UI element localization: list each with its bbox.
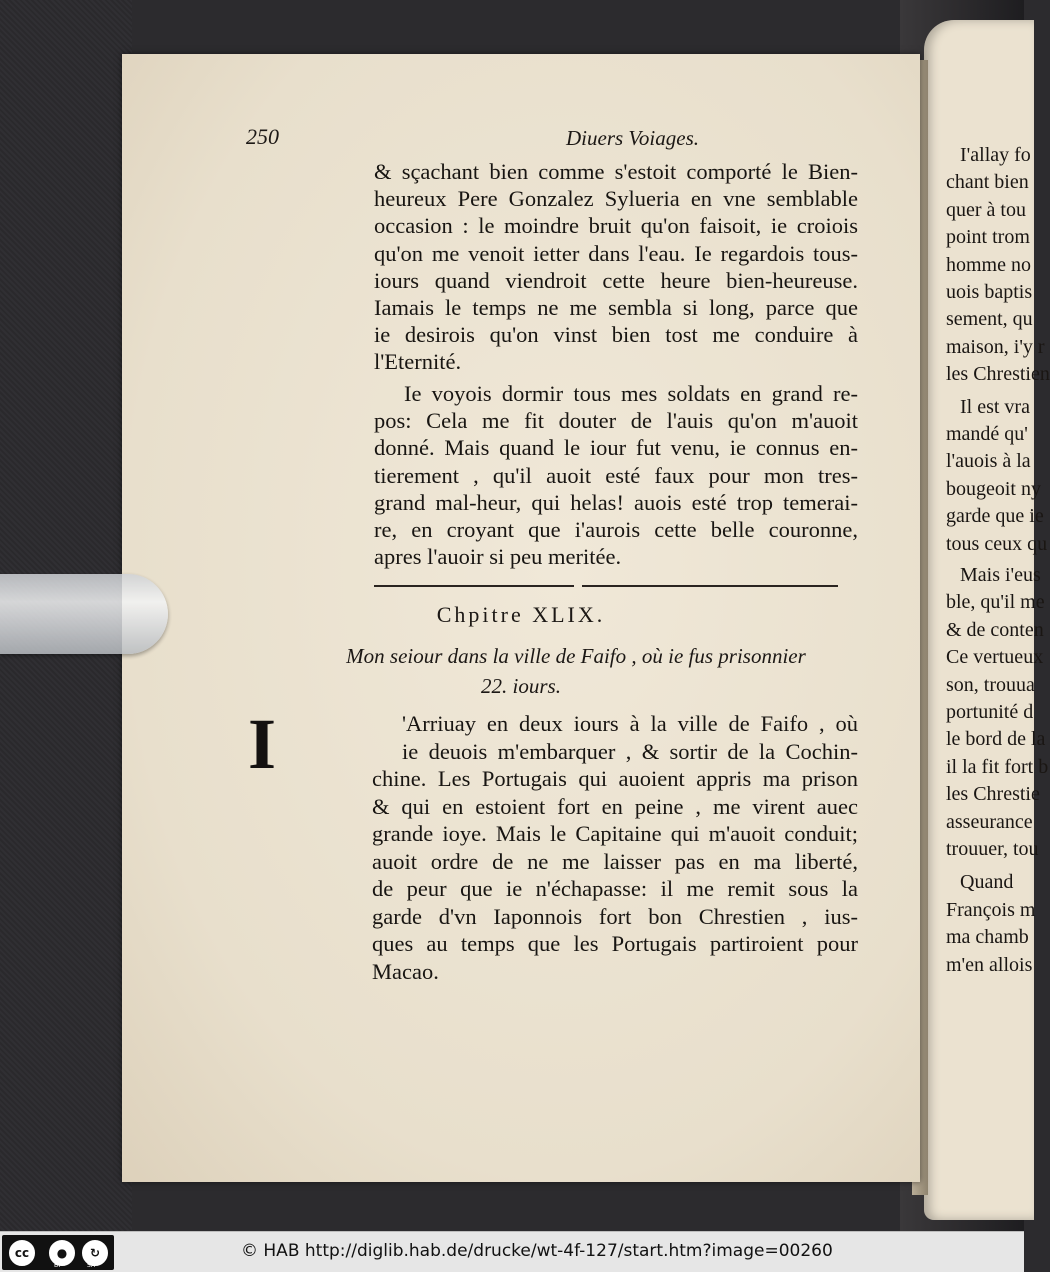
text-line: iours quand viendroit cette heure bien-heureuse. (374, 267, 858, 293)
page-number: 250 (246, 124, 279, 149)
facing-page-line: les Chrestien (946, 363, 1050, 386)
facing-page-line: trouuer, tou (946, 838, 1039, 860)
text-line: auoit ordre de ne me laisser pas en ma liberté, (372, 848, 858, 874)
text-line: heureux Pere Gonzalez Sylueria en vne semblable (374, 186, 858, 212)
facing-page-line: garde que ie (946, 505, 1044, 528)
facing-page-line: l'auois à la (946, 450, 1031, 473)
facing-page-line: portunité d (946, 701, 1034, 723)
text-line: occasion : le moindre bruit qu'on faisoit, ie croiois (374, 213, 858, 239)
facing-page-line: Il est vra (960, 395, 1030, 418)
facing-page-line: asseurance (946, 810, 1033, 833)
chapter-subtitle-line-1: Mon seiour dans la ville de Faifo , où ie fus prisonnier (346, 644, 806, 668)
facing-page-line: son, trouua (946, 673, 1035, 696)
divider-rule-left (374, 585, 574, 587)
facing-page-line: point trom (946, 226, 1030, 249)
text-line: & qui en estoient fort en peine , me virent auec (372, 793, 858, 819)
text-line: pos: Cela me fit douter de l'auis qu'on m'auoit (374, 408, 858, 434)
text-line: 'Arriuay en deux iours à la ville de Faifo , où (402, 711, 858, 736)
facing-page-line: ma chamb (946, 926, 1029, 949)
text-line: Ie voyois dormir tous mes soldats en grand re- (404, 381, 858, 406)
facing-page-line: ble, qu'il me (946, 591, 1045, 614)
facing-page-line: chant bien (946, 171, 1029, 194)
drop-cap: I (248, 704, 277, 784)
cc-icon: cc (7, 1238, 37, 1268)
cc-license-badge[interactable] (2, 1235, 114, 1270)
facing-page-line: mandé qu' (946, 423, 1028, 445)
facing-page-line: & de conten (946, 618, 1044, 641)
attribution-icon: ● (47, 1238, 77, 1268)
copyright-url[interactable]: © HAB http://diglib.hab.de/drucke/wt-4f-127/start.htm?image=00260 (241, 1241, 833, 1261)
text-line: l'Eternité. (374, 349, 462, 375)
facing-page-line: les Chrestie (946, 783, 1040, 806)
text-line: tierement , qu'il auoit esté faux pour mon tres- (374, 462, 858, 488)
page-header (0, 124, 1024, 154)
divider-rule-right (582, 585, 838, 587)
facing-page (924, 20, 1050, 1220)
text-line: de peur que ie n'échapasse: il me remit sous la (372, 876, 858, 901)
facing-page-line: quer à tou (946, 198, 1026, 221)
text-line: garde d'vn Iaponnois fort bon Chrestien , ius- (372, 903, 858, 929)
facing-page-line: Mais i'eus (960, 564, 1041, 586)
text-line: & sçachant bien comme s'estoit comporté le Bien- (374, 159, 858, 184)
text-line: donné. Mais quand le iour fut venu, ie connus en- (374, 435, 858, 461)
text-line: apres l'auoir si peu meritée. (374, 544, 622, 570)
facing-page-line: François m (946, 898, 1036, 921)
facing-page-line: tous ceux qu (946, 532, 1048, 555)
page-clamp (0, 574, 168, 654)
text-line: ie deuois m'embarquer , & sortir de la Cochin- (402, 738, 858, 764)
text-line: grand mal-heur, qui helas! auois esté trop temerai- (374, 489, 858, 515)
facing-page-line: maison, i'y r (946, 335, 1045, 358)
text-line: ques au temps que les Portugais partiroient pour (372, 931, 858, 956)
chapter-subtitle-line-2: 22. iours. (481, 674, 561, 698)
facing-page-line: Quand (960, 871, 1014, 894)
facing-page-line: Ce vertueux (946, 646, 1044, 669)
facing-page-line: m'en allois (946, 953, 1033, 976)
text-line: re, en croyant que i'aurois cette belle couronne, (374, 517, 858, 542)
facing-page-line: sement, qu (946, 308, 1033, 331)
facing-page-line: homme no (946, 253, 1031, 276)
facing-page-line: bougeoit ny (946, 477, 1041, 500)
text-line: Iamais le temps ne me sembla si long, parce que (374, 295, 858, 320)
running-head: Diuers Voiages. (566, 126, 699, 150)
text-line: chine. Les Portugais qui auoient appris ma prison (372, 766, 858, 791)
facing-page-line: I'allay fo (960, 144, 1031, 166)
sa-label: SA (87, 1262, 96, 1269)
facing-page-line: il la fit fort b (946, 755, 1049, 778)
facing-page-line: uois baptis (946, 281, 1033, 303)
footer-bar (0, 1231, 1024, 1272)
text-line: Macao. (372, 958, 439, 984)
text-line: ie desirois qu'on vinst bien tost me conduire à (374, 322, 858, 348)
share-alike-icon: ↻ (80, 1238, 110, 1268)
text-line: qu'on me venoit ietter dans l'eau. Ie regardois tous- (374, 240, 858, 266)
chapter-title: Chpitre XLIX. (436, 602, 606, 627)
by-label: BY (54, 1262, 62, 1269)
facing-page-line: le bord de la (946, 728, 1046, 751)
text-line: grande ioye. Mais le Capitaine qui m'auoit conduit; (372, 821, 858, 846)
